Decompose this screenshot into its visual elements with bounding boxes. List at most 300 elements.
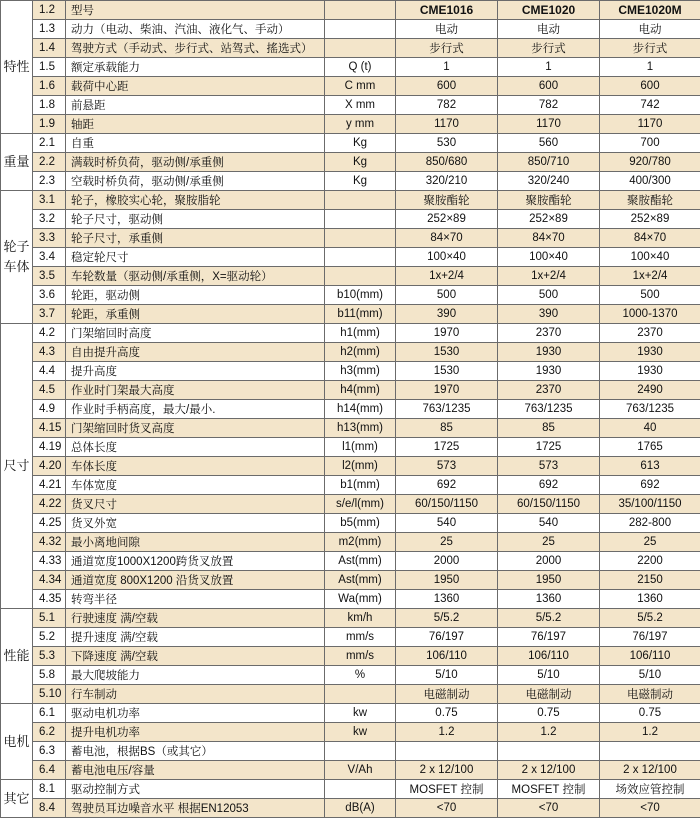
value-cme1016: 1970: [396, 324, 498, 343]
value-cme1020: 5/10: [498, 666, 600, 685]
item-unit: [325, 210, 396, 229]
item-unit: b1(mm): [325, 476, 396, 495]
item-unit: Kg: [325, 172, 396, 191]
category-label: 重量: [1, 134, 33, 191]
item-name: 行驶速度 满/空载: [66, 609, 325, 628]
value-cme1020m: 2200: [600, 552, 700, 571]
item-number: 3.1: [33, 191, 66, 210]
item-name: 自重: [66, 134, 325, 153]
value-cme1020m: 742: [600, 96, 700, 115]
spec-row: [1, 704, 700, 723]
item-name: 驱动控制方式: [66, 780, 325, 799]
value-cme1016: 0.75: [396, 704, 498, 723]
item-number: 4.19: [33, 438, 66, 457]
item-name: 轮距，承重侧: [66, 305, 325, 324]
value-cme1020: MOSFET 控制: [498, 780, 600, 799]
category-label: 尺寸: [1, 324, 33, 609]
item-unit: X mm: [325, 96, 396, 115]
spec-row: [1, 229, 700, 248]
item-unit: b11(mm): [325, 305, 396, 324]
value-cme1016: 692: [396, 476, 498, 495]
item-name: 轮子尺寸，承重侧: [66, 229, 325, 248]
value-cme1016: 85: [396, 419, 498, 438]
value-cme1020m: 40: [600, 419, 700, 438]
item-name: 提升高度: [66, 362, 325, 381]
spec-row: [1, 495, 700, 514]
value-cme1020: 1x+2/4: [498, 267, 600, 286]
value-cme1020: <70: [498, 799, 600, 818]
item-number: 6.3: [33, 742, 66, 761]
item-name: 提升电机功率: [66, 723, 325, 742]
value-cme1020: 60/150/1150: [498, 495, 600, 514]
spec-row: [1, 457, 700, 476]
spec-row: [1, 305, 700, 324]
item-number: 3.6: [33, 286, 66, 305]
item-unit: Kg: [325, 134, 396, 153]
value-cme1020: 2370: [498, 381, 600, 400]
item-number: 3.7: [33, 305, 66, 324]
spec-row: [1, 647, 700, 666]
spec-row: [1, 514, 700, 533]
category-label: 轮子车体: [1, 191, 33, 324]
spec-row: [1, 324, 700, 343]
value-cme1016: 1950: [396, 571, 498, 590]
spec-row: [1, 780, 700, 799]
value-cme1016: MOSFET 控制: [396, 780, 498, 799]
value-cme1016: [396, 742, 498, 761]
item-number: 1.5: [33, 58, 66, 77]
spec-row: [1, 1, 700, 20]
value-cme1020: 573: [498, 457, 600, 476]
item-number: 6.4: [33, 761, 66, 780]
spec-row: [1, 39, 700, 58]
item-unit: kw: [325, 704, 396, 723]
item-number: 4.3: [33, 343, 66, 362]
item-unit: h1(mm): [325, 324, 396, 343]
spec-row: [1, 210, 700, 229]
item-name: 载荷中心距: [66, 77, 325, 96]
spec-row: [1, 590, 700, 609]
value-cme1020m: 1930: [600, 362, 700, 381]
value-cme1020: 1170: [498, 115, 600, 134]
spec-row: [1, 134, 700, 153]
item-name: 驱动电机功率: [66, 704, 325, 723]
item-number: 4.15: [33, 419, 66, 438]
spec-row: [1, 20, 700, 39]
value-cme1020m: 1x+2/4: [600, 267, 700, 286]
value-cme1016: 电动: [396, 20, 498, 39]
item-name: 驾驶方式（手动式、步行式、站驾式、搖选式）: [66, 39, 325, 58]
spec-row: [1, 343, 700, 362]
spec-row: [1, 286, 700, 305]
value-cme1020: 1: [498, 58, 600, 77]
value-cme1020m: 2150: [600, 571, 700, 590]
value-cme1020m: 613: [600, 457, 700, 476]
value-cme1020: 5/5.2: [498, 609, 600, 628]
spec-row: [1, 628, 700, 647]
spec-row: [1, 723, 700, 742]
value-cme1020m: 1170: [600, 115, 700, 134]
item-unit: V/Ah: [325, 761, 396, 780]
spec-row: [1, 571, 700, 590]
value-cme1020m: 0.75: [600, 704, 700, 723]
item-number: 4.20: [33, 457, 66, 476]
value-cme1020m: 场效应管控制: [600, 780, 700, 799]
value-cme1020: 1725: [498, 438, 600, 457]
item-unit: mm/s: [325, 647, 396, 666]
item-unit: [325, 39, 396, 58]
item-number: 3.2: [33, 210, 66, 229]
value-cme1020: 2370: [498, 324, 600, 343]
item-number: 1.9: [33, 115, 66, 134]
item-name: 最大爬坡能力: [66, 666, 325, 685]
value-cme1020m: 920/780: [600, 153, 700, 172]
value-cme1016: 1360: [396, 590, 498, 609]
value-cme1016: 320/210: [396, 172, 498, 191]
value-cme1020: 692: [498, 476, 600, 495]
value-cme1020m: 252×89: [600, 210, 700, 229]
category-label: 电机: [1, 704, 33, 780]
spec-row: [1, 666, 700, 685]
item-number: 5.2: [33, 628, 66, 647]
spec-row: [1, 381, 700, 400]
value-cme1020m: 763/1235: [600, 400, 700, 419]
item-name: 轮子，橡胶实心轮，聚胺脂轮: [66, 191, 325, 210]
value-cme1020m: 600: [600, 77, 700, 96]
value-cme1020m: 76/197: [600, 628, 700, 647]
item-number: 5.10: [33, 685, 66, 704]
value-cme1016: 60/150/1150: [396, 495, 498, 514]
value-cme1020m: 5/5.2: [600, 609, 700, 628]
item-number: 2.2: [33, 153, 66, 172]
item-unit: l2(mm): [325, 457, 396, 476]
value-cme1020: 540: [498, 514, 600, 533]
item-number: 4.35: [33, 590, 66, 609]
value-cme1020m: 25: [600, 533, 700, 552]
spec-row: [1, 552, 700, 571]
spec-row: [1, 248, 700, 267]
item-unit: s/e/l(mm): [325, 495, 396, 514]
item-unit: [325, 20, 396, 39]
value-cme1016: 聚胺酯轮: [396, 191, 498, 210]
item-name: 蓄电池电压/容量: [66, 761, 325, 780]
spec-row: [1, 115, 700, 134]
item-unit: [325, 248, 396, 267]
item-name: 行车制动: [66, 685, 325, 704]
item-name: 货叉外宽: [66, 514, 325, 533]
item-name: 空载时桥负荷，驱动侧/承重侧: [66, 172, 325, 191]
item-name: 额定承载能力: [66, 58, 325, 77]
item-number: 5.3: [33, 647, 66, 666]
item-number: 6.1: [33, 704, 66, 723]
spec-row: [1, 172, 700, 191]
item-unit: Ast(mm): [325, 552, 396, 571]
item-number: 3.4: [33, 248, 66, 267]
item-number: 6.2: [33, 723, 66, 742]
item-number: 1.6: [33, 77, 66, 96]
value-cme1020: 1930: [498, 362, 600, 381]
value-cme1020: [498, 742, 600, 761]
value-cme1020: 电动: [498, 20, 600, 39]
value-cme1020: 560: [498, 134, 600, 153]
item-name: 前悬距: [66, 96, 325, 115]
item-unit: [325, 191, 396, 210]
value-cme1020m: 5/10: [600, 666, 700, 685]
value-cme1020: 聚胺酯轮: [498, 191, 600, 210]
item-name: 轴距: [66, 115, 325, 134]
item-name: 提升速度 满/空载: [66, 628, 325, 647]
item-name: 驾驶员耳边噪音水平 根据EN12053: [66, 799, 325, 818]
item-unit: [325, 267, 396, 286]
spec-row: [1, 742, 700, 761]
value-cme1016: 电磁制动: [396, 685, 498, 704]
item-number: 5.1: [33, 609, 66, 628]
value-cme1016: 600: [396, 77, 498, 96]
value-cme1020m: <70: [600, 799, 700, 818]
value-cme1020: 84×70: [498, 229, 600, 248]
item-number: 1.8: [33, 96, 66, 115]
value-cme1020: 1950: [498, 571, 600, 590]
value-cme1016: 1x+2/4: [396, 267, 498, 286]
value-cme1016: 782: [396, 96, 498, 115]
value-cme1020m: 106/110: [600, 647, 700, 666]
value-cme1020m: 1765: [600, 438, 700, 457]
item-unit: h4(mm): [325, 381, 396, 400]
spec-row: [1, 267, 700, 286]
value-cme1020: 763/1235: [498, 400, 600, 419]
item-number: 1.4: [33, 39, 66, 58]
category-label: 特性: [1, 1, 33, 134]
spec-row: [1, 609, 700, 628]
item-name: 下降速度 满/空载: [66, 647, 325, 666]
spec-row: [1, 761, 700, 780]
value-cme1016: 252×89: [396, 210, 498, 229]
value-cme1020m: 1930: [600, 343, 700, 362]
value-cme1020: 1.2: [498, 723, 600, 742]
value-cme1020: 0.75: [498, 704, 600, 723]
spec-row: [1, 153, 700, 172]
value-cme1020: 1930: [498, 343, 600, 362]
spec-row: [1, 533, 700, 552]
value-cme1020: 85: [498, 419, 600, 438]
item-name: 门架缩回时高度: [66, 324, 325, 343]
item-name: 车轮数量（驱动侧/承重侧，X=驱动轮）: [66, 267, 325, 286]
value-cme1016: 530: [396, 134, 498, 153]
value-cme1020m: 100×40: [600, 248, 700, 267]
item-name: 转弯半径: [66, 590, 325, 609]
item-name: 作业时手柄高度，最大/最小.: [66, 400, 325, 419]
value-cme1020m: 1.2: [600, 723, 700, 742]
spec-table-body: [1, 1, 700, 818]
value-cme1016: 850/680: [396, 153, 498, 172]
spec-row: [1, 476, 700, 495]
value-cme1020m: 2490: [600, 381, 700, 400]
item-unit: b10(mm): [325, 286, 396, 305]
item-unit: h14(mm): [325, 400, 396, 419]
item-name: 车体长度: [66, 457, 325, 476]
value-cme1016: 1725: [396, 438, 498, 457]
item-number: 4.22: [33, 495, 66, 514]
value-cme1020m: 步行式: [600, 39, 700, 58]
value-cme1020: 500: [498, 286, 600, 305]
item-unit: %: [325, 666, 396, 685]
item-name: 轮距，驱动侧: [66, 286, 325, 305]
item-name: 稳定轮尺寸: [66, 248, 325, 267]
value-cme1020m: 35/100/1150: [600, 495, 700, 514]
category-label: 其它: [1, 780, 33, 818]
item-name: 动力（电动、柴油、汽油、液化气、手动）: [66, 20, 325, 39]
value-cme1016: 540: [396, 514, 498, 533]
spec-row: [1, 58, 700, 77]
value-cme1020m: 电动: [600, 20, 700, 39]
item-number: 4.9: [33, 400, 66, 419]
value-cme1020m: 聚胺酯轮: [600, 191, 700, 210]
value-cme1020: 320/240: [498, 172, 600, 191]
value-cme1016: 763/1235: [396, 400, 498, 419]
item-name: 通道宽度 800X1200 沿货叉放置: [66, 571, 325, 590]
value-cme1020m: 2370: [600, 324, 700, 343]
value-cme1020m: CME1020M: [600, 1, 700, 20]
item-number: 4.21: [33, 476, 66, 495]
item-name: 总体长度: [66, 438, 325, 457]
item-unit: h3(mm): [325, 362, 396, 381]
item-unit: h2(mm): [325, 343, 396, 362]
item-number: 3.5: [33, 267, 66, 286]
item-unit: Kg: [325, 153, 396, 172]
value-cme1020: 600: [498, 77, 600, 96]
spec-row: [1, 77, 700, 96]
value-cme1020: 2 x 12/100: [498, 761, 600, 780]
spec-row: [1, 191, 700, 210]
item-name: 货叉尺寸: [66, 495, 325, 514]
value-cme1016: <70: [396, 799, 498, 818]
value-cme1020m: [600, 742, 700, 761]
value-cme1020: 106/110: [498, 647, 600, 666]
value-cme1020: 76/197: [498, 628, 600, 647]
value-cme1016: 106/110: [396, 647, 498, 666]
item-name: 自由提升高度: [66, 343, 325, 362]
value-cme1020: 252×89: [498, 210, 600, 229]
item-unit: Wa(mm): [325, 590, 396, 609]
value-cme1016: 5/5.2: [396, 609, 498, 628]
value-cme1016: 步行式: [396, 39, 498, 58]
item-name: 蓄电池，根据BS（或其它）: [66, 742, 325, 761]
item-unit: [325, 685, 396, 704]
value-cme1020m: 400/300: [600, 172, 700, 191]
item-unit: m2(mm): [325, 533, 396, 552]
item-number: 4.4: [33, 362, 66, 381]
item-name: 通道宽度1000X1200跨货叉放置: [66, 552, 325, 571]
value-cme1016: 2 x 12/100: [396, 761, 498, 780]
item-unit: [325, 1, 396, 20]
value-cme1016: 25: [396, 533, 498, 552]
item-number: 4.33: [33, 552, 66, 571]
value-cme1016: 1170: [396, 115, 498, 134]
item-number: 8.4: [33, 799, 66, 818]
item-unit: Ast(mm): [325, 571, 396, 590]
value-cme1020m: 500: [600, 286, 700, 305]
value-cme1016: 5/10: [396, 666, 498, 685]
value-cme1016: 500: [396, 286, 498, 305]
item-number: 2.1: [33, 134, 66, 153]
value-cme1020: 2000: [498, 552, 600, 571]
value-cme1020: 100×40: [498, 248, 600, 267]
item-unit: [325, 780, 396, 799]
value-cme1016: CME1016: [396, 1, 498, 20]
item-number: 4.5: [33, 381, 66, 400]
category-label: 性能: [1, 609, 33, 704]
value-cme1016: 100×40: [396, 248, 498, 267]
value-cme1016: 76/197: [396, 628, 498, 647]
spec-row: [1, 685, 700, 704]
item-unit: b5(mm): [325, 514, 396, 533]
value-cme1016: 1530: [396, 343, 498, 362]
value-cme1020: 步行式: [498, 39, 600, 58]
item-number: 2.3: [33, 172, 66, 191]
value-cme1016: 1530: [396, 362, 498, 381]
item-unit: h13(mm): [325, 419, 396, 438]
value-cme1016: 1: [396, 58, 498, 77]
value-cme1020m: 282-800: [600, 514, 700, 533]
value-cme1020: 850/710: [498, 153, 600, 172]
item-unit: Q (t): [325, 58, 396, 77]
value-cme1020: 25: [498, 533, 600, 552]
value-cme1020m: 1000-1370: [600, 305, 700, 324]
value-cme1020: 782: [498, 96, 600, 115]
item-number: 8.1: [33, 780, 66, 799]
item-number: 4.32: [33, 533, 66, 552]
item-name: 型号: [66, 1, 325, 20]
spec-row: [1, 400, 700, 419]
value-cme1020: CME1020: [498, 1, 600, 20]
item-unit: mm/s: [325, 628, 396, 647]
item-unit: C mm: [325, 77, 396, 96]
value-cme1020m: 1360: [600, 590, 700, 609]
item-unit: y mm: [325, 115, 396, 134]
spec-row: [1, 96, 700, 115]
item-name: 轮子尺寸，驱动侧: [66, 210, 325, 229]
spec-row: [1, 419, 700, 438]
item-name: 最小离地间隙: [66, 533, 325, 552]
item-name: 门架缩回时货叉高度: [66, 419, 325, 438]
value-cme1016: 84×70: [396, 229, 498, 248]
item-number: 4.25: [33, 514, 66, 533]
spec-row: [1, 799, 700, 818]
spec-row: [1, 362, 700, 381]
item-name: 作业时门架最大高度: [66, 381, 325, 400]
value-cme1016: 573: [396, 457, 498, 476]
value-cme1020m: 692: [600, 476, 700, 495]
value-cme1020m: 电磁制动: [600, 685, 700, 704]
item-name: 满载时桥负荷，驱动侧/承重侧: [66, 153, 325, 172]
item-number: 1.2: [33, 1, 66, 20]
item-number: 1.3: [33, 20, 66, 39]
item-name: 车体宽度: [66, 476, 325, 495]
item-number: 4.34: [33, 571, 66, 590]
value-cme1020: 电磁制动: [498, 685, 600, 704]
item-unit: [325, 742, 396, 761]
value-cme1020m: 1: [600, 58, 700, 77]
value-cme1016: 2000: [396, 552, 498, 571]
value-cme1020m: 84×70: [600, 229, 700, 248]
value-cme1016: 1.2: [396, 723, 498, 742]
value-cme1020: 390: [498, 305, 600, 324]
item-unit: [325, 229, 396, 248]
value-cme1020m: 2 x 12/100: [600, 761, 700, 780]
item-unit: km/h: [325, 609, 396, 628]
value-cme1016: 390: [396, 305, 498, 324]
value-cme1020: 1360: [498, 590, 600, 609]
